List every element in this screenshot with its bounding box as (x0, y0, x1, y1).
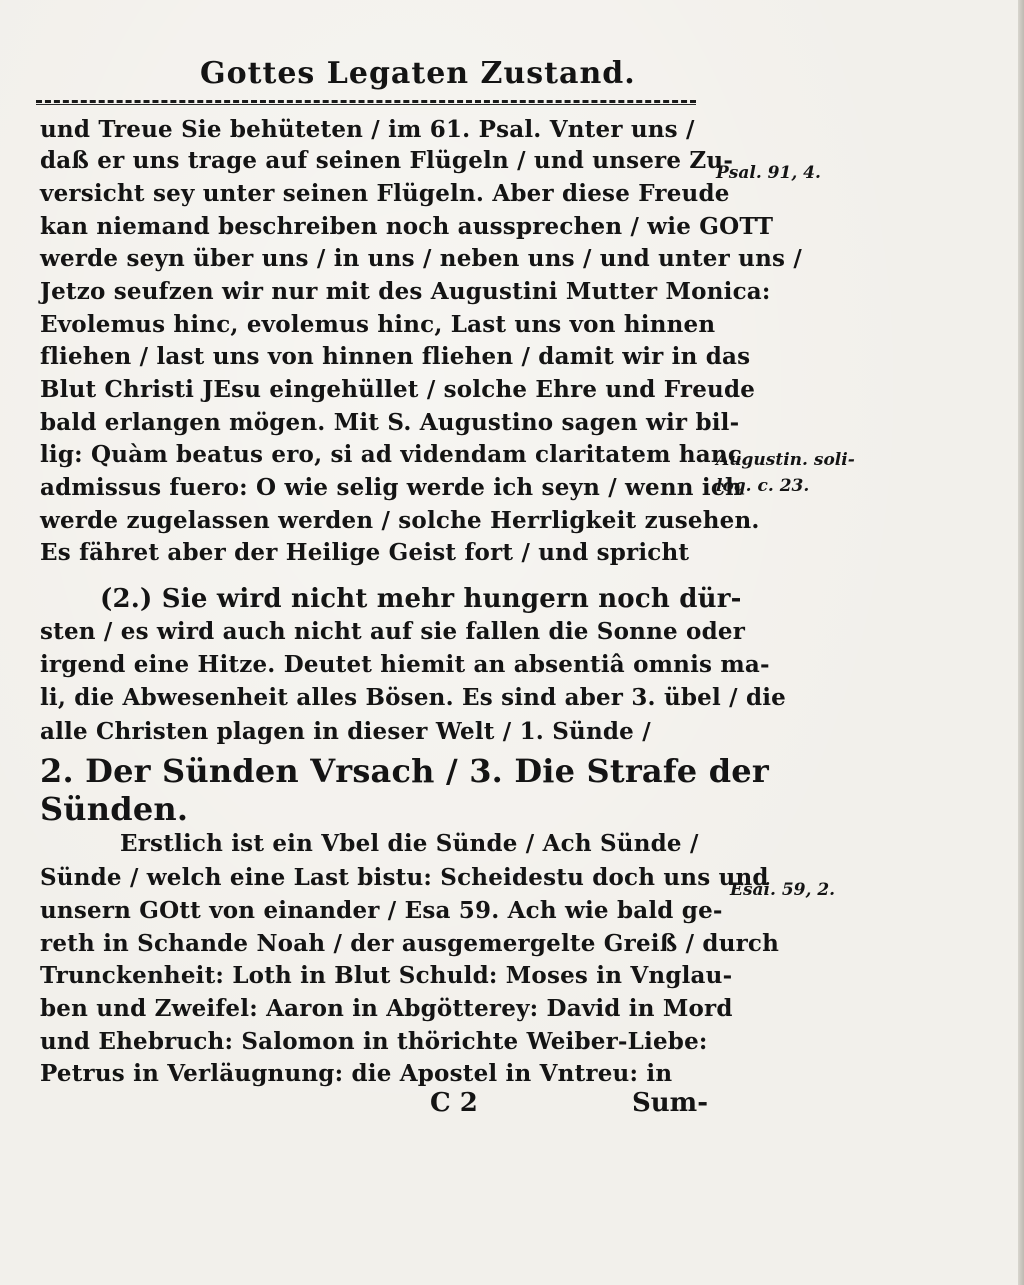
text-line: werde seyn über uns / in uns / neben uns / und unter uns / (40, 245, 802, 272)
text-line: li, die Abwesenheit alles Bösen. Es sind aber 3. übel / die (40, 684, 786, 711)
catchword: Sum- (632, 1088, 708, 1118)
text-line: fliehen / last uns von hinnen fliehen / damit wir in das (40, 343, 751, 370)
text-line: bald erlangen mögen. Mit S. Augustino sagen wir bil- (40, 409, 740, 436)
text-line: (2.) Sie wird nicht mehr hungern noch dür- (100, 584, 742, 614)
text-line: kan niemand beschreiben noch aussprechen / wie GOTT (40, 213, 774, 240)
running-head: Gottes Legaten Zustand. (200, 56, 636, 91)
margin-note: loq. c. 23. (716, 476, 810, 496)
text-line: alle Christen plagen in dieser Welt / 1. Sünde / (40, 718, 651, 745)
text-line: admissus fuero: O wie selig werde ich seyn / wenn ich (40, 474, 742, 501)
text-line: und Treue Sie behüteten / im 61. Psal. Vnter uns / (40, 116, 695, 143)
text-line: Petrus in Verläugnung: die Apostel in Vntreu: in (40, 1060, 673, 1087)
text-line: Evolemus hinc, evolemus hinc, Last uns von hinnen (40, 311, 716, 338)
text-line: Es fähret aber der Heilige Geist fort / und spricht (40, 539, 690, 566)
text-line: sten / es wird auch nicht auf sie fallen die Sonne oder (40, 618, 746, 645)
text-line: versicht sey unter seinen Flügeln. Aber diese Freude (40, 180, 730, 207)
page-edge (1018, 0, 1024, 1285)
text-line: lig: Quàm beatus ero, si ad videndam claritatem hanc (40, 441, 743, 468)
header-rule-thin (36, 104, 696, 105)
text-line: unsern GOtt von einander / Esa 59. Ach wie bald ge- (40, 897, 723, 924)
text-line: 2. Der Sünden Vrsach / 3. Die Strafe der (40, 752, 769, 790)
text-line: ben und Zweifel: Aaron in Abgötterey: David in Mord (40, 995, 733, 1022)
text-line: Sünden. (40, 790, 189, 828)
text-line: Jetzo seufzen wir nur mit des Augustini Mutter Monica: (40, 278, 771, 305)
text-line: reth in Schande Noah / der ausgemergelte Greiß / durch (40, 930, 780, 957)
margin-note: Psal. 91, 4. (716, 163, 821, 183)
text-line: Trunckenheit: Loth in Blut Schuld: Moses in Vnglau- (40, 962, 733, 989)
text-line: Erstlich ist ein Vbel die Sünde / Ach Sünde / (120, 830, 699, 857)
header-rule (36, 100, 696, 103)
text-line: daß er uns trage auf seinen Flügeln / und unsere Zu- (40, 147, 734, 174)
text-line: irgend eine Hitze. Deutet hiemit an absentiâ omnis ma- (40, 651, 770, 678)
signature-mark: C 2 (430, 1088, 478, 1118)
text-line: Blut Christi JEsu eingehüllet / solche Ehre und Freude (40, 376, 756, 403)
text-line: Sünde / welch eine Last bistu: Scheidestu doch uns und (40, 864, 769, 891)
margin-note: Augustin. soli- (716, 450, 855, 470)
margin-note: Esai. 59, 2. (730, 880, 836, 900)
text-line: und Ehebruch: Salomon in thörichte Weiber-Liebe: (40, 1028, 708, 1055)
text-line: werde zugelassen werden / solche Herrligkeit zusehen. (40, 507, 760, 534)
